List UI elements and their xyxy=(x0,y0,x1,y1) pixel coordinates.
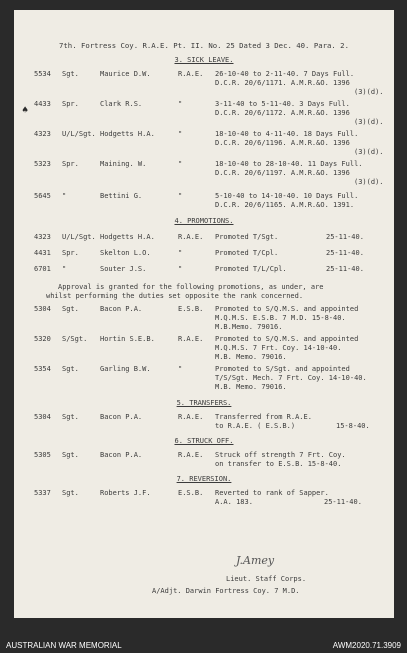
section-heading-transfers: 5. TRANSFERS. xyxy=(176,399,232,407)
table-row xyxy=(14,336,394,366)
detail-line: 18-10-40 to 28-10-40. 11 Days Full. xyxy=(215,160,363,168)
detail-line: M.B.Memo. 79016. xyxy=(215,323,283,331)
detail-line: Promoted to S/Sgt. and appointed xyxy=(215,365,350,373)
table-row xyxy=(14,131,394,161)
detail-line: (3)(d). xyxy=(354,118,384,126)
detail-line: D.C.R. 20/6/1172. A.M.R.&O. 1396 xyxy=(215,109,350,117)
regimental-number: 5320 xyxy=(34,335,51,343)
unit: " xyxy=(178,265,183,273)
rank: Sgt. xyxy=(62,489,79,497)
footer-credit: AUSTRALIAN WAR MEMORIAL xyxy=(6,641,122,650)
approval-paragraph-line: whilst performing the duties set opposite the rank concerned. xyxy=(46,292,304,300)
detail-line: Promoted to S/Q.M.S. and appointed xyxy=(215,335,359,343)
regimental-number: 5354 xyxy=(34,365,51,373)
detail-line: D.C.R. 20/6/1196. A.M.R.&O. 1396 xyxy=(215,139,350,147)
section-heading-reversion: 7. REVERSION. xyxy=(176,475,232,483)
table-row xyxy=(14,71,394,101)
reversion-date: 25-11-40. xyxy=(324,498,362,506)
approval-paragraph-line: Approval is granted for the following promotions, as under, are xyxy=(58,283,324,291)
signature-title: Lieut. Staff Corps. xyxy=(226,575,307,583)
detail-line: T/S/Sgt. Mech. 7 Frt. Coy. 14-10-40. xyxy=(215,374,367,382)
detail-line: M.Q.M.S. 7 Frt. Coy. 14-10-40. xyxy=(215,344,342,352)
ink-mark-icon: ♠ xyxy=(22,105,29,116)
detail-line: D.C.R. 20/6/1197. A.M.R.&O. 1396 xyxy=(215,169,350,177)
promotion-date: 25-11-40. xyxy=(326,249,364,257)
regimental-number: 5304 xyxy=(34,305,51,313)
detail-line: Transferred from R.A.E. xyxy=(215,413,312,421)
regimental-number: 5305 xyxy=(34,451,51,459)
person-name: Hortin S.E.B. xyxy=(100,335,155,343)
table-row xyxy=(14,266,394,278)
promotion-detail: Promoted T/L/Cpl. xyxy=(215,265,287,273)
person-name: Skelton L.O. xyxy=(100,249,151,257)
section-heading-promotions: 4. PROMOTIONS. xyxy=(174,217,234,225)
unit: E.S.B. xyxy=(178,489,204,497)
detail-line: 3-11-40 to 5-11-40. 3 Days Full. xyxy=(215,100,350,108)
detail-line: (3)(d). xyxy=(354,88,384,96)
promotion-date: 25-11-40. xyxy=(326,233,364,241)
table-row xyxy=(14,306,394,336)
table-row xyxy=(14,490,394,510)
detail-line: Promoted to S/Q.M.S. and appointed xyxy=(215,305,359,313)
regimental-number: 5645 xyxy=(34,192,51,200)
table-row xyxy=(14,101,394,131)
rank: Spr. xyxy=(62,100,79,108)
person-name: Bacon P.A. xyxy=(100,451,143,459)
detail-line: D.C.R. 20/6/1165. A.M.R.&O. 1391. xyxy=(215,201,355,209)
regimental-number: 5323 xyxy=(34,160,51,168)
document-page xyxy=(14,10,394,618)
document-header: 7th. Fortress Coy. R.A.E. Pt. II. No. 25 Dated 3 Dec. 40. Para. 2. xyxy=(59,41,349,50)
rank: S/Sgt. xyxy=(62,335,88,343)
detail-line: 5-10-40 to 14-10-40. 10 Days Full. xyxy=(215,192,359,200)
person-name: Hodgetts H.A. xyxy=(100,233,155,241)
unit: R.A.E. xyxy=(178,70,204,78)
regimental-number: 4323 xyxy=(34,130,51,138)
table-row xyxy=(14,452,394,472)
transfer-date: 15-8-40. xyxy=(336,422,370,430)
person-name: Roberts J.F. xyxy=(100,489,151,497)
unit: " xyxy=(178,192,183,200)
person-name: Souter J.S. xyxy=(100,265,147,273)
unit: " xyxy=(178,249,183,257)
unit: " xyxy=(178,130,183,138)
rank: Sgt. xyxy=(62,451,79,459)
table-row xyxy=(14,414,394,434)
person-name: Hodgetts H.A. xyxy=(100,130,155,138)
promotion-detail: Promoted T/Cpl. xyxy=(215,249,279,257)
regimental-number: 4323 xyxy=(34,233,51,241)
unit: R.A.E. xyxy=(178,451,204,459)
detail-line: A.A. 183. xyxy=(215,498,253,506)
regimental-number: 4431 xyxy=(34,249,51,257)
signature: J.Amey xyxy=(236,554,275,567)
unit: " xyxy=(178,365,183,373)
rank: U/L/Sgt. xyxy=(62,130,96,138)
detail-line: M.B. Memo. 79016. xyxy=(215,383,287,391)
regimental-number: 5304 xyxy=(34,413,51,421)
unit: " xyxy=(178,100,183,108)
footer-bar xyxy=(0,638,407,653)
detail-line: 26-10-40 to 2-11-40. 7 Days Full. xyxy=(215,70,355,78)
rank: U/L/Sgt. xyxy=(62,233,96,241)
footer-accession-number: AWM2020.71.3909 xyxy=(332,641,401,650)
detail-line: (3)(d). xyxy=(354,148,384,156)
rank: Spr. xyxy=(62,160,79,168)
rank: Sgt. xyxy=(62,413,79,421)
person-name: Maurice D.W. xyxy=(100,70,151,78)
signature-appointment: A/Adjt. Darwin Fortress Coy. 7 M.D. xyxy=(152,587,300,595)
section-heading-sick-leave: 3. SICK LEAVE. xyxy=(174,56,234,64)
regimental-number: 5534 xyxy=(34,70,51,78)
person-name: Garling B.W. xyxy=(100,365,151,373)
rank: Spr. xyxy=(62,249,79,257)
detail-line: to R.A.E. ( E.S.B.) xyxy=(215,422,296,430)
table-row xyxy=(14,234,394,246)
regimental-number: 6701 xyxy=(34,265,51,273)
detail-line: (3)(d). xyxy=(354,178,384,186)
detail-line: M.B. Memo. 79016. xyxy=(215,353,287,361)
person-name: Clark R.S. xyxy=(100,100,143,108)
person-name: Bacon P.A. xyxy=(100,413,143,421)
section-heading-struck-off: 6. STRUCK OFF. xyxy=(174,437,234,445)
detail-line: Reverted to rank of Sapper. xyxy=(215,489,329,497)
unit: E.S.B. xyxy=(178,305,204,313)
unit: R.A.E. xyxy=(178,233,204,241)
person-name: Bacon P.A. xyxy=(100,305,143,313)
unit: " xyxy=(178,160,183,168)
detail-line: on transfer to E.S.B. 15-8-40. xyxy=(215,460,342,468)
detail-line: D.C.R. 20/6/1171. A.M.R.&O. 1396 xyxy=(215,79,350,87)
unit: R.A.E. xyxy=(178,335,204,343)
person-name: Maining. W. xyxy=(100,160,147,168)
table-row xyxy=(14,161,394,191)
rank: Sgt. xyxy=(62,365,79,373)
table-row xyxy=(14,250,394,262)
detail-line: Struck off strength 7 Frt. Coy. xyxy=(215,451,346,459)
unit: R.A.E. xyxy=(178,413,204,421)
rank: " xyxy=(62,192,67,200)
regimental-number: 5337 xyxy=(34,489,51,497)
rank: Sgt. xyxy=(62,70,79,78)
regimental-number: 4433 xyxy=(34,100,51,108)
table-row xyxy=(14,366,394,396)
person-name: Bettini G. xyxy=(100,192,143,200)
rank: " xyxy=(62,265,67,273)
rank: Sgt. xyxy=(62,305,79,313)
promotion-detail: Promoted T/Sgt. xyxy=(215,233,279,241)
promotion-date: 25-11-40. xyxy=(326,265,364,273)
detail-line: 18-10-40 to 4-11-40. 18 Days Full. xyxy=(215,130,359,138)
detail-line: M.Q.M.S. E.S.B. 7 M.D. 15-8-40. xyxy=(215,314,346,322)
